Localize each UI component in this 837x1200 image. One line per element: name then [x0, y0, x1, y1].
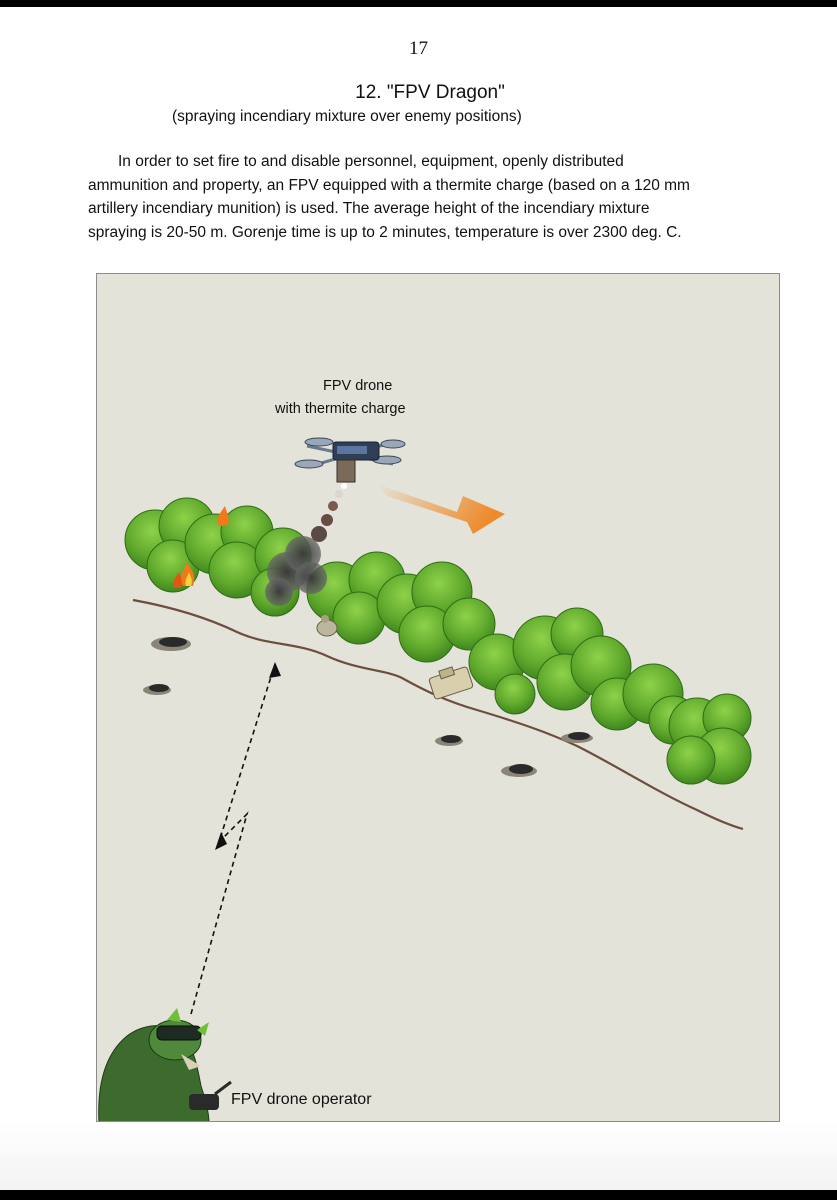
crater-icon	[435, 735, 463, 746]
crater-icon	[143, 684, 171, 695]
fpv-drone-icon	[295, 438, 405, 482]
body-paragraph: In order to set fire to and disable personnel, equipment, openly distributed ammunition and property, an FPV equipped with a thermite charge (based on a 120 mm artillery incendiary munition) is used. The average height of the incendiary mixture spraying is 20-50 m. Gorenje time is up to 2 minutes, temperature is over 2300 deg. C.	[88, 153, 690, 241]
fire-icon	[218, 506, 229, 526]
crater-icon	[561, 732, 593, 743]
page-title: 12. "FPV Dragon"	[355, 82, 505, 103]
diagram-canvas	[97, 274, 780, 1122]
crater-icon	[151, 637, 191, 651]
armored-vehicle-icon	[429, 666, 474, 699]
page-subtitle: (spraying incendiary mixture over enemy positions)	[172, 108, 522, 125]
page-number: 17	[409, 38, 428, 59]
movement-arrow-icon	[377, 484, 505, 534]
drone-label: FPV drone	[323, 378, 393, 394]
signal-link-arrow-icon	[191, 662, 281, 1014]
page-bottom-shade	[0, 1122, 837, 1190]
bottom-border	[0, 1190, 837, 1200]
operator-figure-icon	[99, 1008, 231, 1122]
drone-label-detail: with thermite charge	[275, 401, 406, 417]
crater-icon	[501, 764, 537, 777]
operator-label: FPV drone operator	[231, 1091, 372, 1108]
tactic-diagram	[96, 273, 780, 1122]
top-border	[0, 0, 837, 7]
